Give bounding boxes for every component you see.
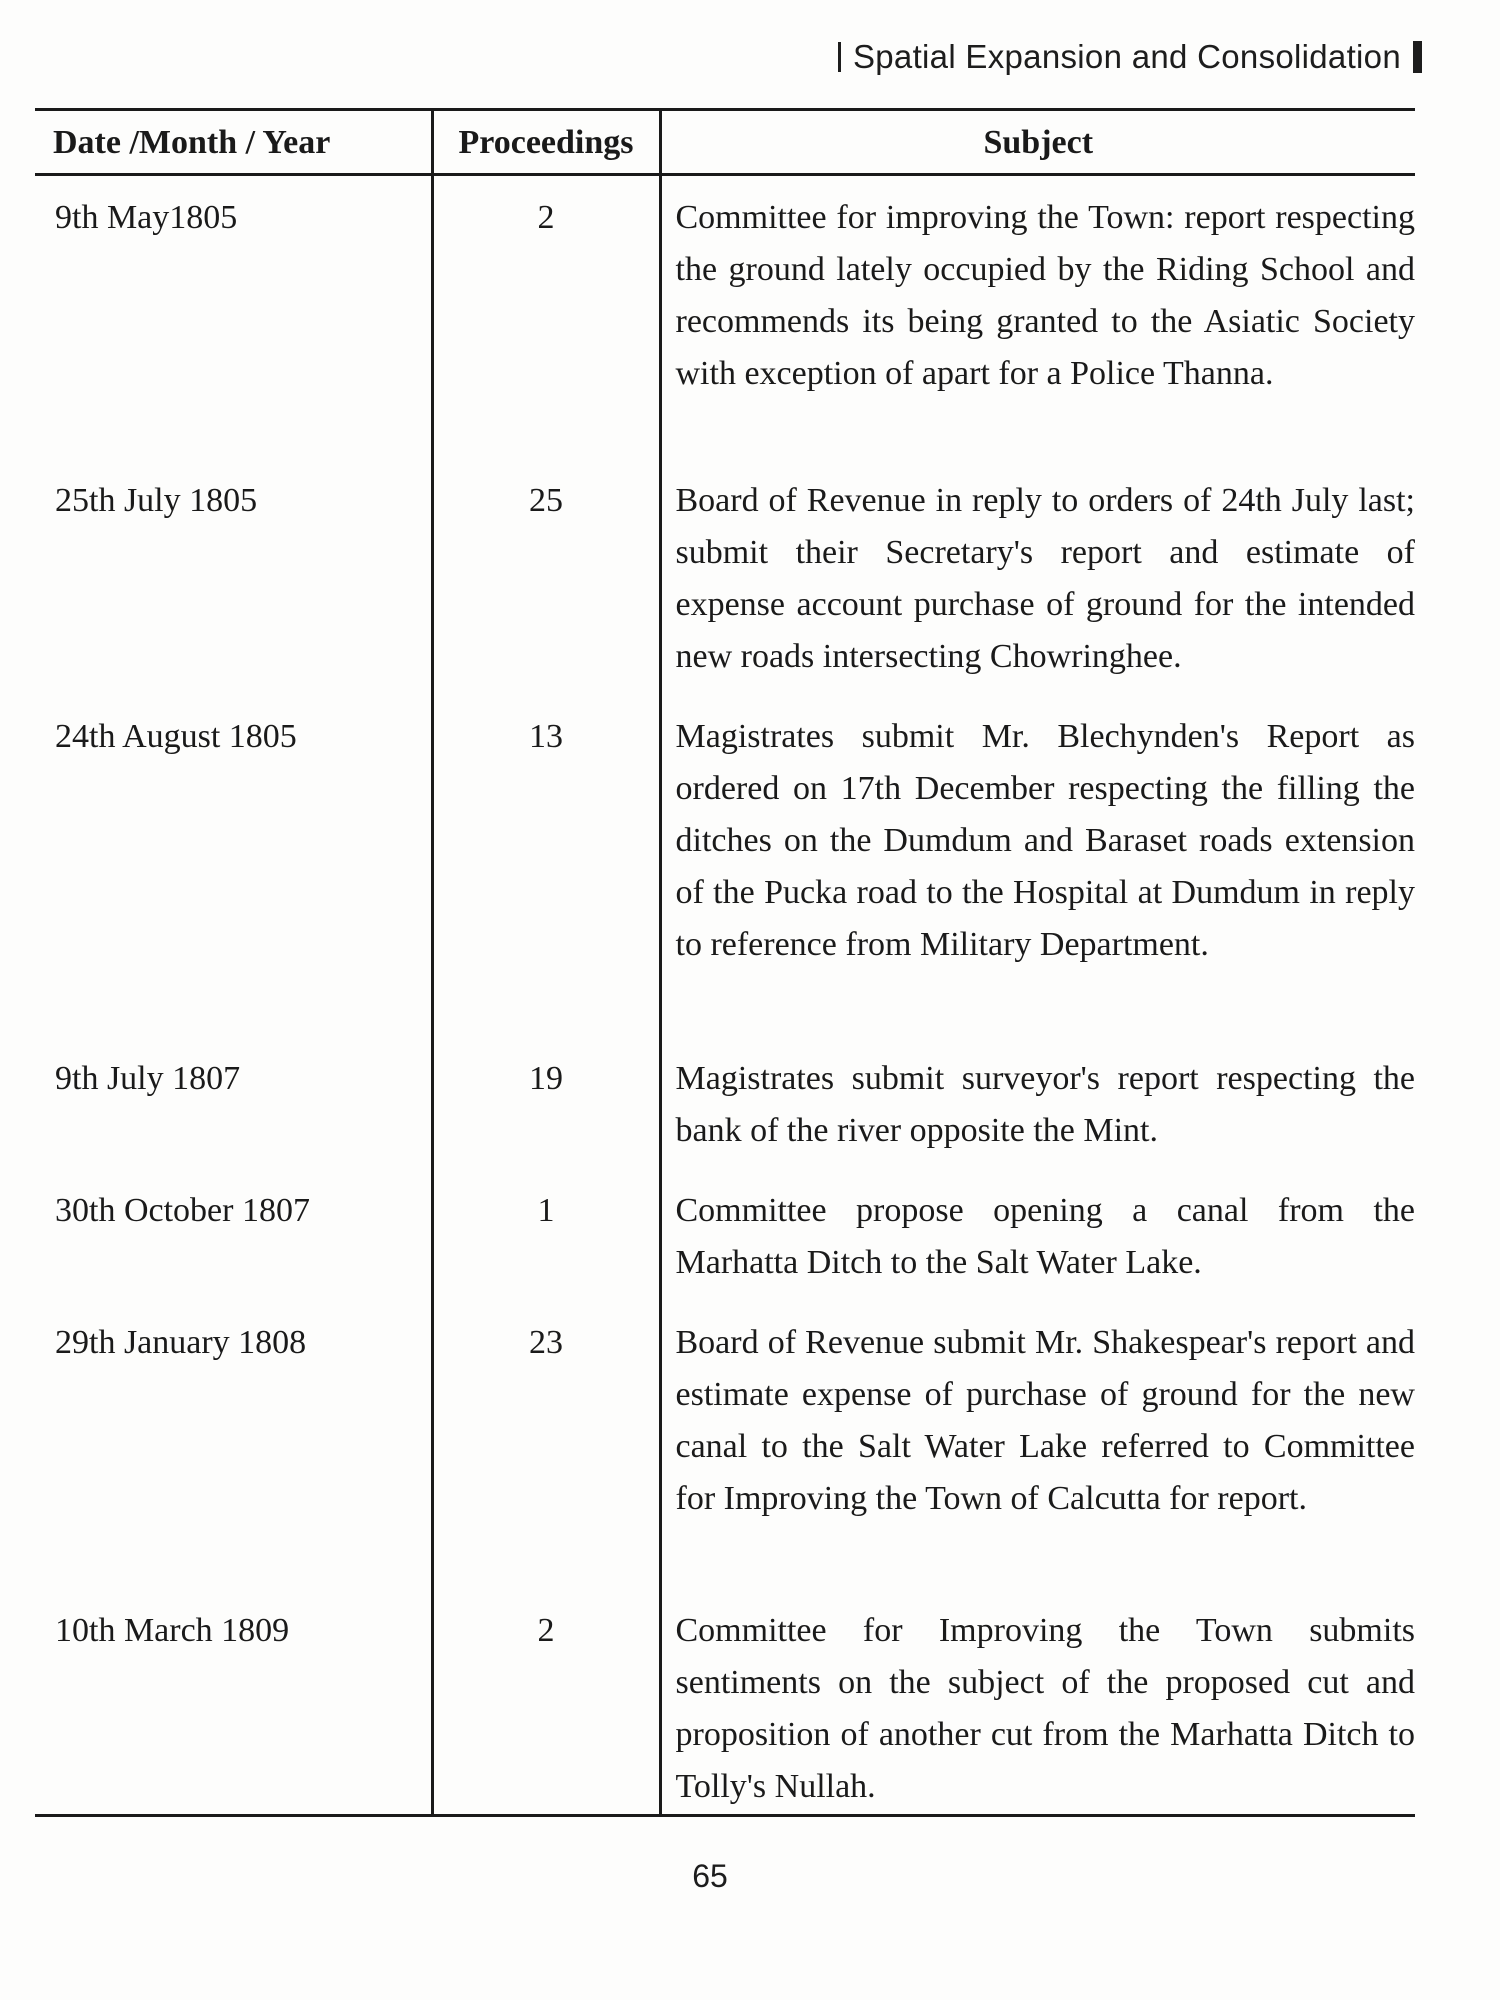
column-header-subject: Subject (660, 110, 1415, 175)
row-subject: Board of Revenue submit Mr. Shakespear's report and estimate expense of purchase of ground for the new canal to the Salt Water Lake referred to Committee for Improving the Town of Calcutta for report. (660, 1316, 1415, 1604)
row-proceedings: 25 (432, 474, 660, 710)
row-date: 9th July 1807 (55, 1060, 241, 1097)
table-row (35, 474, 1415, 710)
proceedings-table-container (35, 108, 1415, 1817)
header-rule-right (1413, 41, 1422, 73)
column-header-date: Date /Month / Year (35, 110, 432, 175)
row-date: 24th August 1805 (55, 718, 297, 755)
row-proceedings: 1 (432, 1184, 660, 1316)
row-date: 30th October 1807 (55, 1192, 310, 1229)
row-subject: Magistrates submit surveyor's report respecting the bank of the river opposite the Mint. (660, 1052, 1415, 1184)
table-row (35, 710, 1415, 1052)
row-date: 29th January 1808 (55, 1324, 307, 1361)
row-proceedings: 2 (432, 1604, 660, 1816)
row-proceedings: 2 (432, 175, 660, 475)
row-date: 9th May1805 (55, 199, 238, 236)
page-number: 65 (692, 1858, 728, 1894)
row-subject: Committee propose opening a canal from the Marhatta Ditch to the Salt Water Lake. (660, 1184, 1415, 1316)
running-title: Spatial Expansion and Consolidation (852, 38, 1401, 75)
header-rule-left (838, 42, 841, 72)
table-row (35, 1604, 1415, 1816)
row-date: 25th July 1805 (55, 482, 258, 519)
table-row (35, 1316, 1415, 1604)
column-header-proceedings: Proceedings (432, 110, 660, 175)
table-header-row (35, 110, 1415, 175)
row-subject: Committee for Improving the Town submits sentiments on the subject of the proposed cut and proposition of another cut from the Marhatta Ditch to Tolly's Nullah. (660, 1604, 1415, 1816)
row-subject: Magistrates submit Mr. Blechynden's Report as ordered on 17th December respecting the filling the ditches on the Dumdum and Baraset roads extension of the Pucka road to the Hospital at Dumdum in reply to reference from Military Department. (660, 710, 1415, 1052)
table-row (35, 1052, 1415, 1184)
row-proceedings: 13 (432, 710, 660, 1052)
row-subject: Committee for improving the Town: report respecting the ground lately occupied by the Riding School and recommends its being granted to the Asiatic Society with exception of apart for a Police Thanna. (660, 175, 1415, 475)
table-row (35, 175, 1415, 475)
row-subject: Board of Revenue in reply to orders of 24th July last; submit their Secretary's report and estimate of expense account purchase of ground for the intended new roads intersecting Chowringhee. (660, 474, 1415, 710)
row-proceedings: 23 (432, 1316, 660, 1604)
row-proceedings: 19 (432, 1052, 660, 1184)
proceedings-table (35, 108, 1415, 1817)
running-header (838, 38, 1422, 76)
row-date: 10th March 1809 (35, 1604, 432, 1816)
table-row (35, 1184, 1415, 1316)
